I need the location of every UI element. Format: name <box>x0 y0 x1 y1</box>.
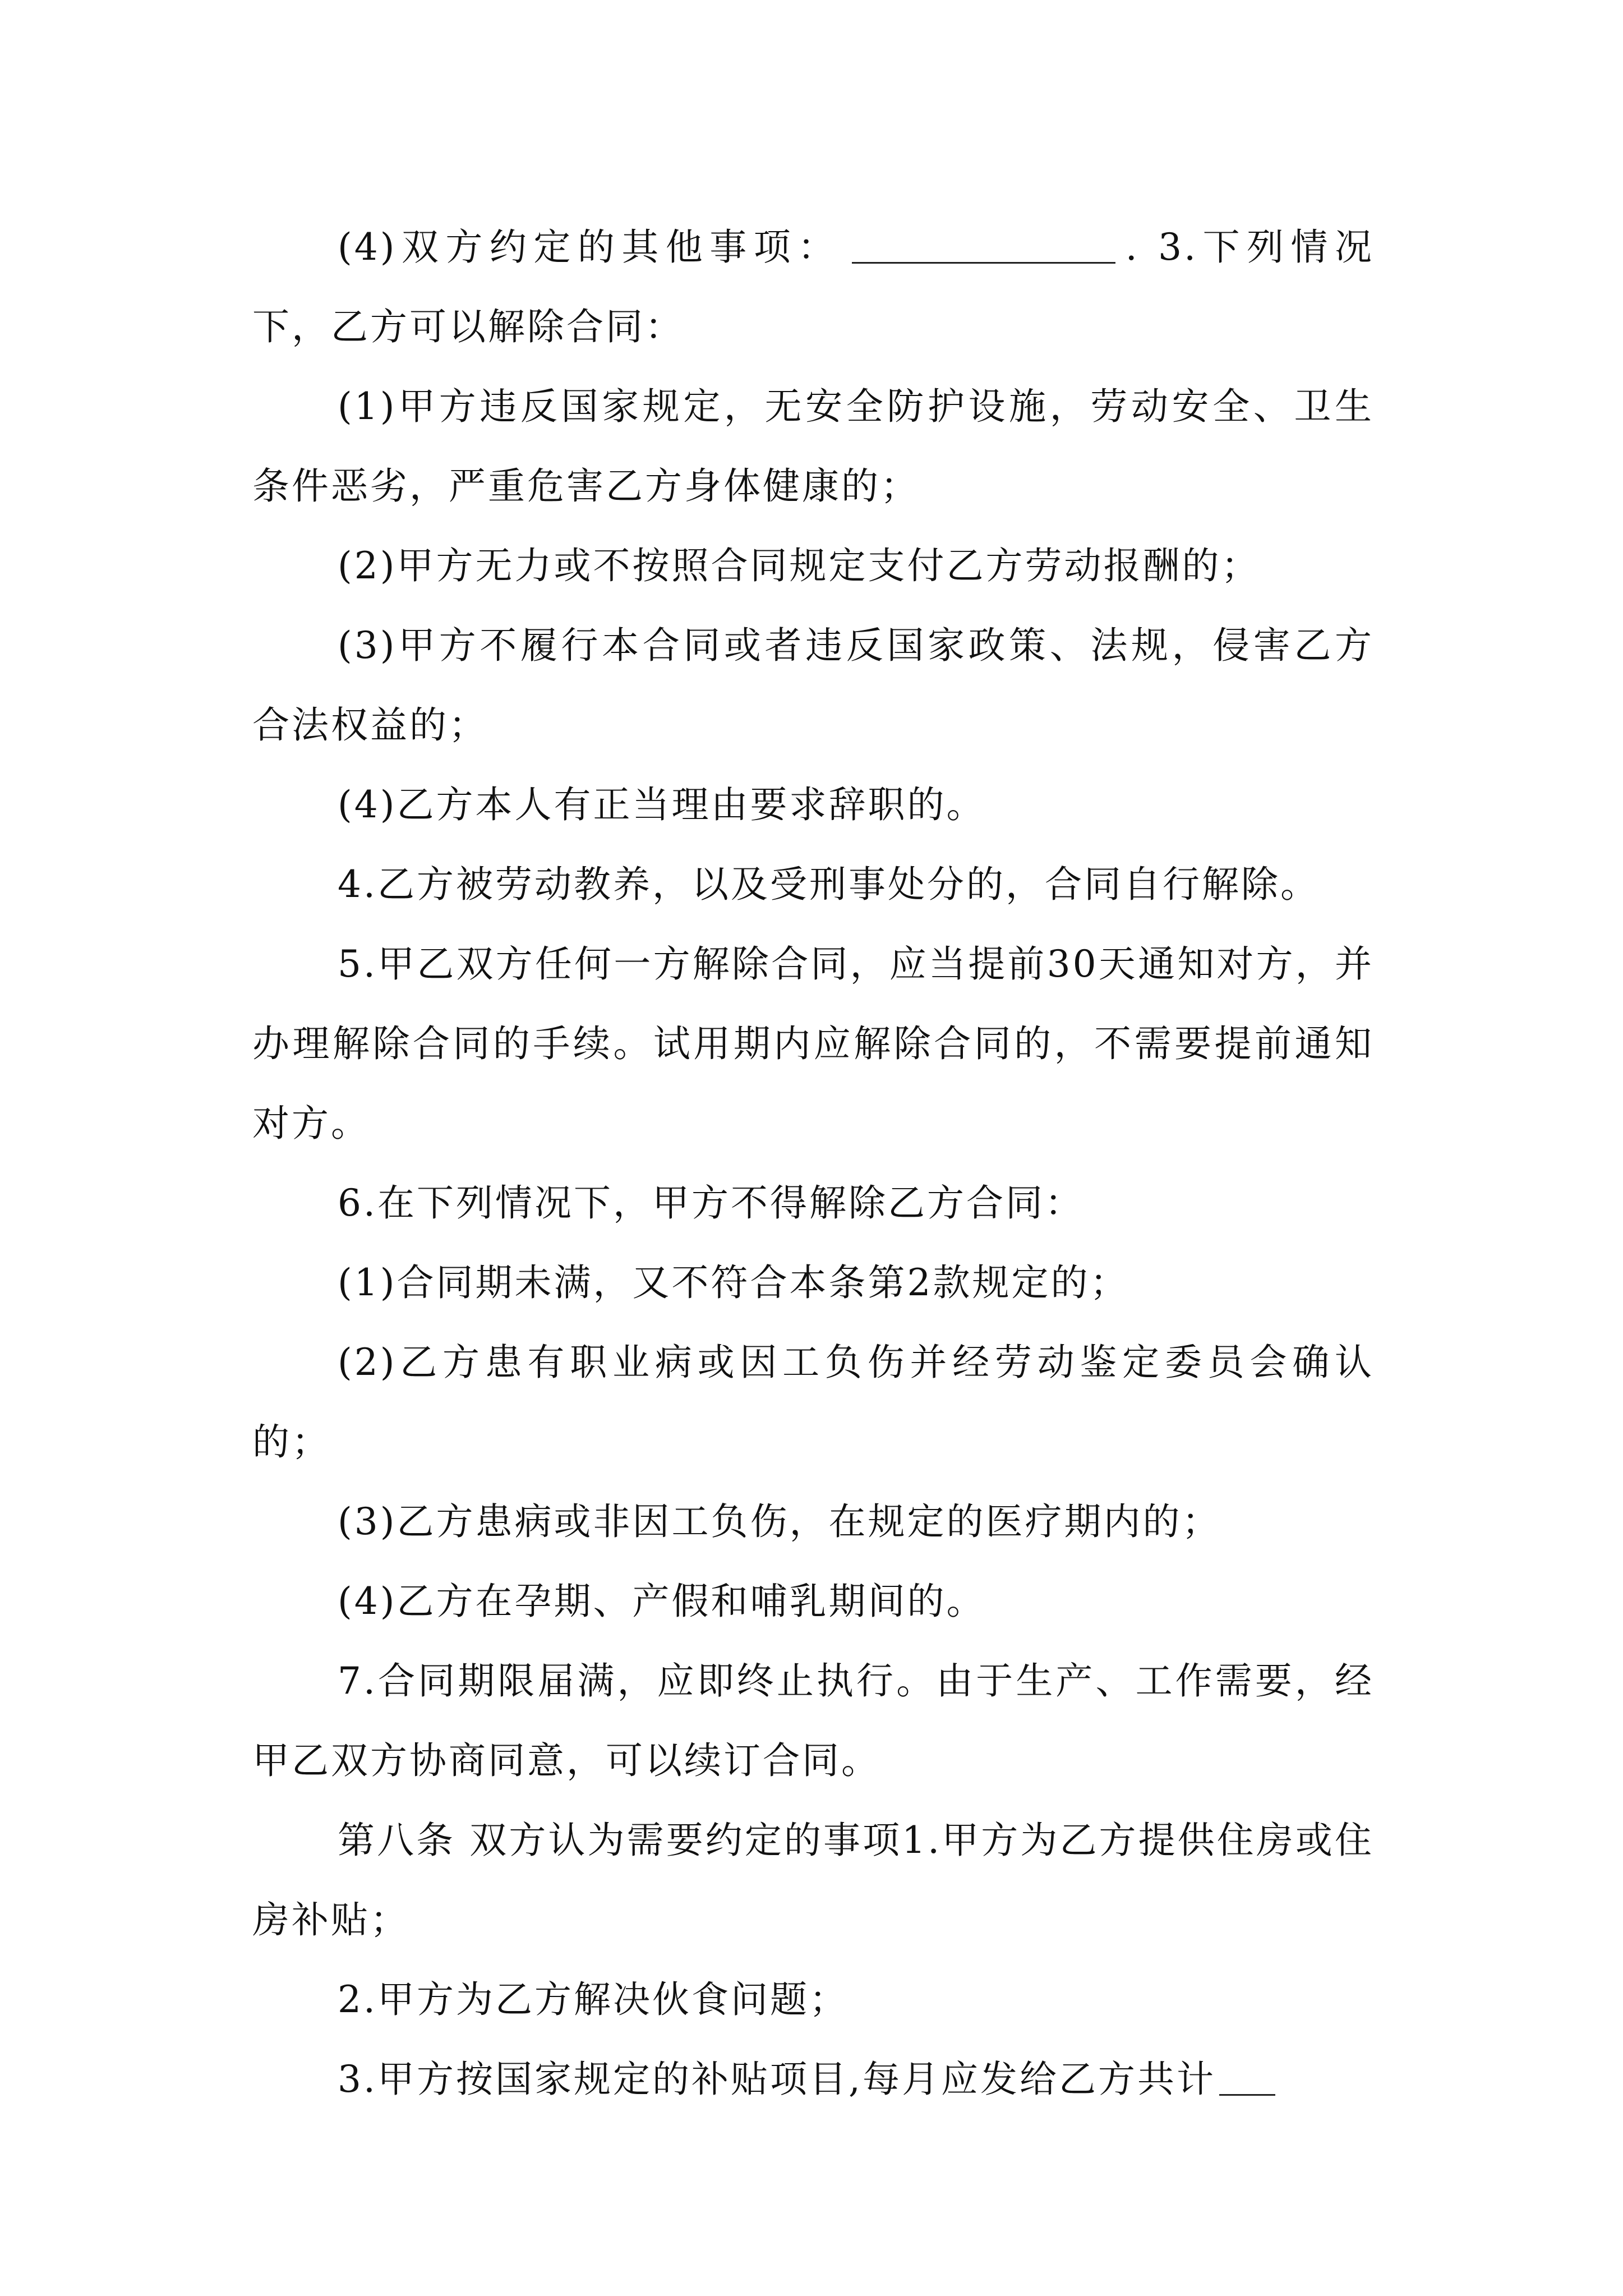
paragraph <box>252 2040 1374 2119</box>
paragraph: (4)乙方在孕期、产假和哺乳期间的。 <box>338 1580 986 1623</box>
paragraph: (4)乙方本人有正当理由要求辞职的。 <box>338 783 986 826</box>
paragraph-text: . 3.下列情况下，乙方可以解除合同： <box>252 226 1374 348</box>
paragraph: 5.甲乙双方任何一方解除合同，应当提前30天通知对方，并办理解除合同的手续。试用期内应解除合同的，不需要提前通知对方。 <box>252 942 1374 1145</box>
paragraph: (1)甲方违反国家规定，无安全防护设施，劳动安全、卫生条件恶劣，严重危害乙方身体健康的； <box>252 385 1374 508</box>
paragraph: (2)乙方患有职业病或因工负伤并经劳动鉴定委员会确认的； <box>252 1341 1374 1464</box>
paragraph <box>252 208 1374 367</box>
paragraph: (3)甲方不履行本合同或者违反国家政策、法规，侵害乙方合法权益的； <box>252 624 1374 747</box>
paragraph-text: (4)双方约定的其他事项： <box>338 226 842 269</box>
fill-in-blank <box>1219 2057 1275 2096</box>
paragraph: (3)乙方患病或非因工负伤，在规定的医疗期内的； <box>338 1500 1221 1543</box>
paragraph: (2)甲方无力或不按照合同规定支付乙方劳动报酬的； <box>338 544 1261 587</box>
paragraph-text: 3.甲方按国家规定的补贴项目,每月应发给乙方共计 <box>338 2058 1216 2101</box>
paragraph: 4.乙方被劳动教养，以及受刑事处分的，合同自行解除。 <box>338 863 1320 906</box>
paragraph: 2.甲方为乙方解决伙食问题； <box>338 1978 849 2021</box>
paragraph: 第八条 双方认为需要约定的事项1.甲方为乙方提供住房或住房补贴； <box>252 1819 1374 1941</box>
paragraph: 7.合同期限届满，应即终止执行。由于生产、工作需要，经甲乙双方协商同意，可以续订合同。 <box>252 1659 1374 1782</box>
paragraph: 6.在下列情况下，甲方不得解除乙方合同： <box>338 1181 1084 1225</box>
fill-in-blank <box>852 225 1115 264</box>
document-body <box>252 208 1374 2119</box>
paragraph: (1)合同期未满，又不符合本条第2款规定的； <box>338 1261 1129 1304</box>
